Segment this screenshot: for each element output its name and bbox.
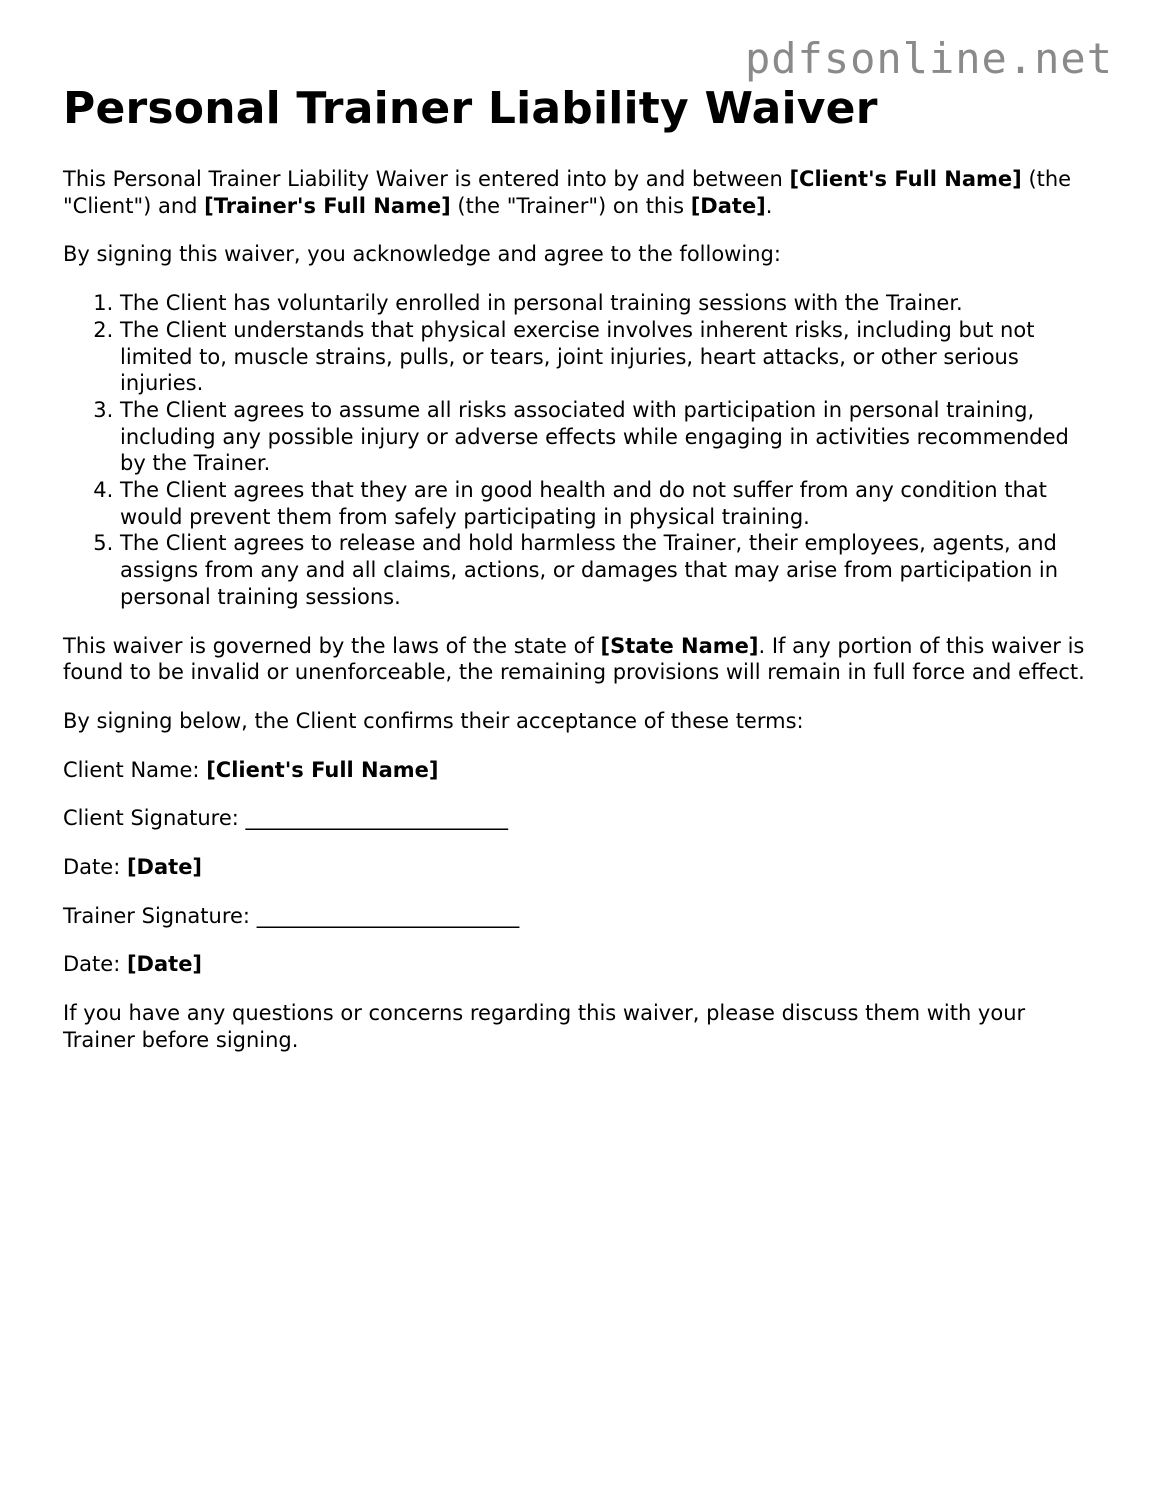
governing-text-1: This waiver is governed by the laws of the state of: [63, 633, 601, 658]
client-date-line: [63, 854, 1093, 881]
trainer-name-placeholder: [Trainer's Full Name]: [204, 193, 451, 218]
date-placeholder: [Date]: [690, 193, 766, 218]
list-item: 3. The Client agrees to assume all risks associated with participation in personal training, including any possible injury or adverse effects while engaging in activities recommended by the Trainer.: [120, 397, 1093, 477]
client-date-label: Date:: [63, 855, 127, 880]
trainer-signature-line: [63, 903, 1093, 930]
list-item: 1. The Client has voluntarily enrolled in personal training sessions with the Trainer.: [120, 290, 1093, 317]
list-item: 5. The Client agrees to release and hold harmless the Trainer, their employees, agents, and assigns from any and all claims, actions, or damages that may arise from participation in personal training sessions.: [120, 530, 1093, 610]
client-name-label: Client Name:: [63, 757, 207, 782]
client-signature-field[interactable]: _________________________: [245, 806, 509, 831]
client-name-placeholder: [Client's Full Name]: [789, 167, 1022, 191]
watermark: pdfsonline.net: [744, 34, 1113, 83]
intro-paragraph: [63, 166, 1093, 219]
intro-text-2: (the "Client") and: [63, 167, 1072, 218]
trainer-date-line: [63, 951, 1093, 978]
trainer-signature-label: Trainer Signature:: [63, 903, 257, 928]
trainer-date-label: Date:: [63, 952, 127, 977]
acknowledge-paragraph: By signing this waiver, you acknowledge and agree to the following:: [63, 242, 781, 267]
client-signature-line: [63, 805, 1093, 832]
client-name-value: [Client's Full Name]: [206, 757, 439, 782]
intro-text-4: .: [765, 193, 773, 218]
list-item: 2. The Client understands that physical exercise involves inherent risks, including but not limited to, muscle strains, pulls, or tears, joint injuries, heart attacks, or other serious injuries.: [120, 317, 1093, 397]
list-item: 4. The Client agrees that they are in good health and do not suffer from any condition that would prevent them from safely participating in physical training.: [120, 477, 1093, 530]
governing-text-2: . If any portion of this waiver is found to be invalid or unenforceable, the remaining provisions will remain in full force and effect.: [63, 633, 1085, 685]
client-name-line: [63, 757, 1093, 784]
client-signature-label: Client Signature:: [63, 806, 246, 831]
document: [63, 84, 1093, 1076]
governing-law-paragraph: [63, 633, 1093, 686]
confirm-paragraph: By signing below, the Client confirms their acceptance of these terms:: [63, 708, 804, 733]
client-date-value: [Date]: [126, 855, 203, 880]
closing-paragraph: If you have any questions or concerns regarding this waiver, please discuss them with your Trainer before signing.: [63, 1001, 1026, 1052]
trainer-date-value: [Date]: [126, 952, 203, 977]
intro-text-3: (the "Trainer") on this: [450, 193, 691, 218]
intro-text-1: This Personal Trainer Liability Waiver is entered into by and between: [63, 167, 790, 191]
state-name-placeholder: [State Name]: [600, 633, 759, 658]
page-title: Personal Trainer Liability Waiver: [63, 83, 878, 134]
trainer-signature-field[interactable]: _________________________: [256, 903, 520, 928]
terms-list: [63, 290, 1093, 610]
